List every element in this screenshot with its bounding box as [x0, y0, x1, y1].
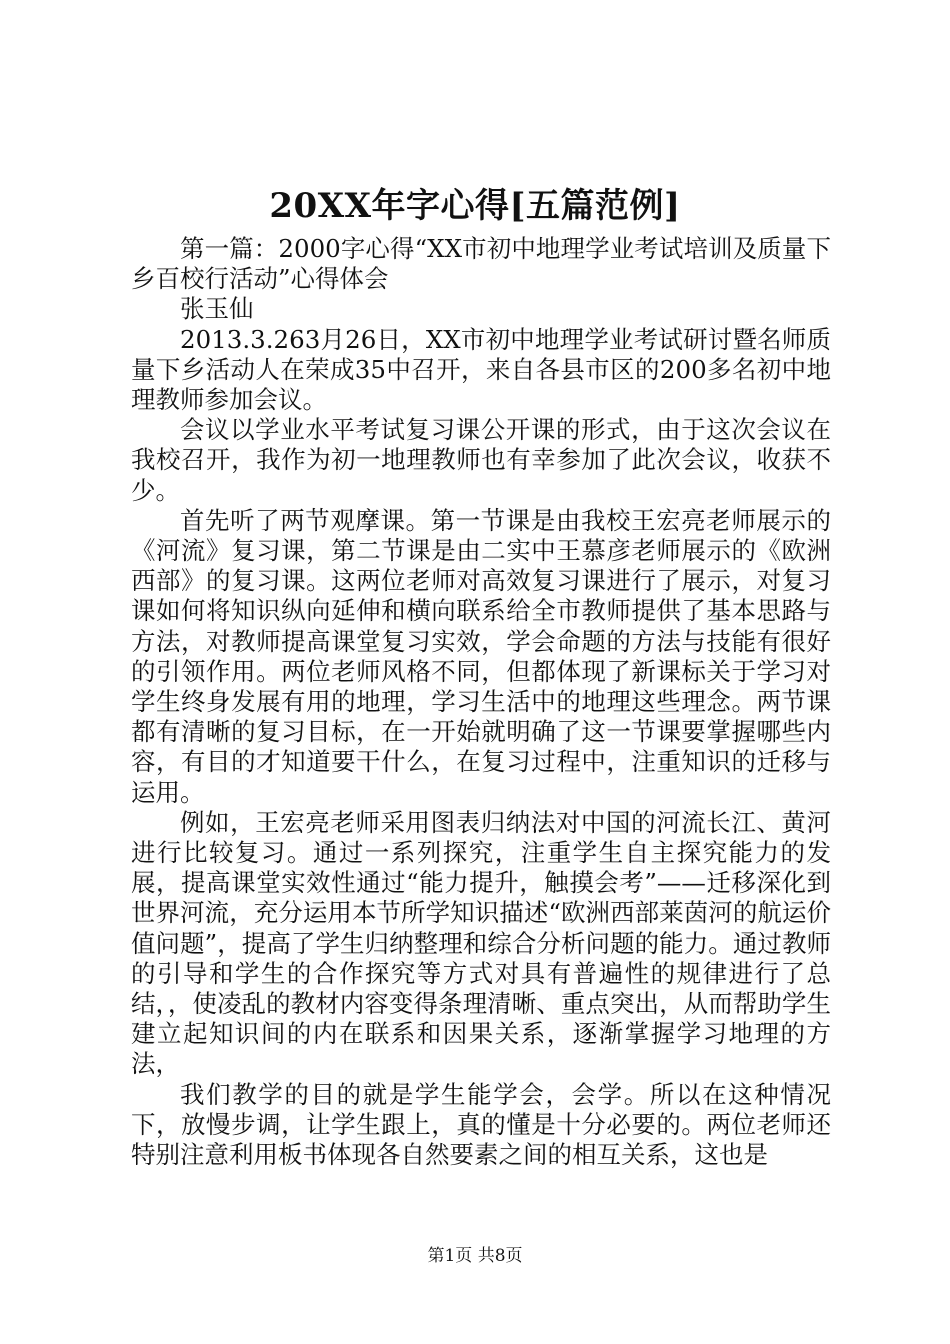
paragraph-heading: 第一篇：2000字心得“XX市初中地理学业考试培训及质量下乡百校行活动”心得体会: [131, 234, 831, 294]
page-number-footer: 第1页 共8页: [427, 1246, 523, 1266]
author-name: 张玉仙: [180, 294, 254, 324]
paragraph: 我们教学的目的就是学生能学会，会学。所以在这种情况下，放慢步调，让学生跟上，真的懂是十分必要的。两位老师还特别注意利用板书体现各自然要素之间的相互关系，这也是: [131, 1079, 831, 1170]
paragraph: 例如，王宏亮老师采用图表归纳法对中国的河流长江、黄河进行比较复习。通过一系列探究，注重学生自主探究能力的发展，提高课堂实效性通过“能力提升，触摸会考”——迁移深化到世界河流，充分运用本节所学知识描述“欧洲西部莱茵河的航运价值问题”，提高了学生归纳整理和综合分析问题的能力。通过教师的引导和学生的合作探究等方式对具有普遍性的规律进行了总结，，使凌乱的教材内容变得条理清晰、重点突出，从而帮助学生建立起知识间的内在联系和因果关系，逐渐掌握学习地理的方法，: [131, 807, 831, 1079]
document-title: 20XX年字心得[五篇范例]: [269, 186, 681, 226]
paragraph: 会议以学业水平考试复习课公开课的形式，由于这次会议在我校召开，我作为初一地理教师也有幸参加了此次会议，收获不少。: [131, 415, 831, 505]
document-body: [131, 234, 831, 1170]
paragraph: 首先听了两节观摩课。第一节课是由我校王宏亮老师展示的《河流》复习课，第二节课是由二实中王慕彦老师展示的《欧洲西部》的复习课。这两位老师对高效复习课进行了展示，对复习课如何将知识纵向延伸和横向联系给全市教师提供了基本思路与方法，对教师提高课堂复习实效，学会命题的方法与技能有很好的引领作用。两位老师风格不同，但都体现了新课标关于学习对学生终身发展有用的地理，学习生活中的地理这些理念。两节课都有清晰的复习目标，在一开始就明确了这一节课要掌握哪些内容，有目的才知道要干什么，在复习过程中，注重知识的迁移与运用。: [131, 505, 831, 807]
paragraph: 2013.3.263月26日，XX市初中地理学业考试研讨暨名师质量下乡活动人在荣成35中召开，来自各县市区的200多名初中地理教师参加会议。: [131, 324, 831, 415]
